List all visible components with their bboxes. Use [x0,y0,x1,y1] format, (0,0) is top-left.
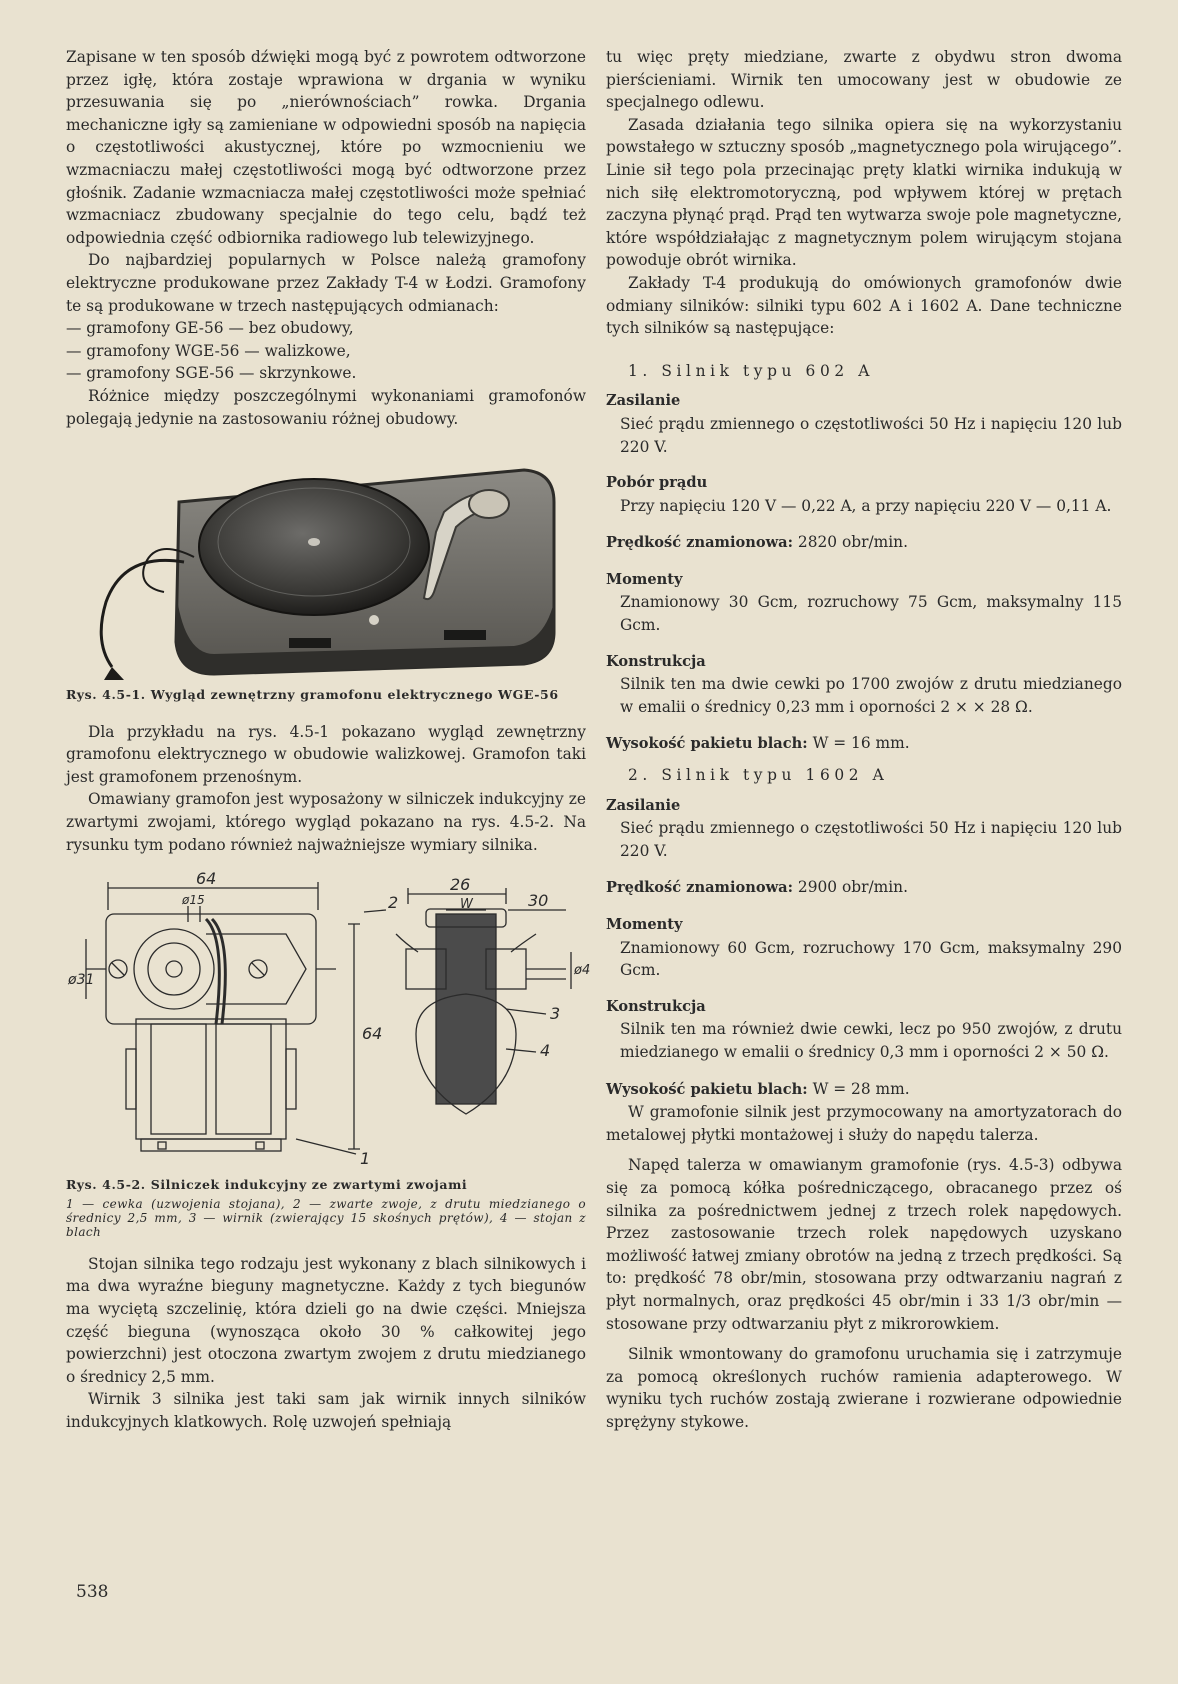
paragraph: Do najbardziej popularnych w Polsce należą gramofony elektryczne produkowane przez Zakłady T-4 w Łodzi. Gramofony te są produkowane w trzech następujących odmianach: [66,251,586,315]
part-number-label: 4 [540,1041,551,1061]
paragraph: Stojan silnika tego rodzaju jest wykonany z blach silnikowych i ma dwa wyraźne bieguny magnetyczne. Każdy z tych biegunów ma wyciętą szczelinię, która dzieli go na dwie części. Mniejsza część bieguna (wynosząca około 30 % całkowitej jego powierzchni) jest otoczona zwartym zwojem z drutu miedzianego o średnicy 2,5 mm. [66,1254,586,1386]
spec-value: W = 28 mm. [812,1079,910,1098]
dimension-label: 64 [362,1024,383,1044]
left-column [66,46,591,1434]
spec-text: Sieć prądu zmiennego o częstotliwości 50 Hz i napięciu 120 lub 220 V. [620,819,1122,860]
spec-heading: Zasilanie [606,392,681,410]
dimension-label: W [460,897,473,913]
list-item: — gramofony SGE-56 — skrzynkowe. [66,364,357,383]
figure-legend: 1 — cewka (uzwojenia stojana), 2 — zwarte zwoje, z drutu miedzianego o średnicy 2,5 mm, 3 — wirnik (zwierający 15 skośnych prętów), 4 — stojan z blach [66,1196,586,1239]
right-column [606,46,1122,1433]
spec-text: Znamionowy 60 Gcm, rozruchowy 170 Gcm, maksymalny 290 Gcm. [620,938,1122,980]
paragraph: Napęd talerza w omawianym gramofonie (rys. 4.5-3) odbywa się za pomocą kółka pośredniczącego, obracanego przez oś silnika za pośrednictwem jednej z trzech rolek napędowych. Przez zastosowanie trzech rolek napędowych uzyskano możliwość łatwej zmiany obrotów na jedną z trzech prędkości. Są to: prędkość 78 obr/min, stosowana przy odtwarzaniu nagrań z płyt normalnych, oraz prędkości 45 obr/min i 33 1/3 obr/min — stosowane przy odtwarzaniu płyt z mikrorowkiem. [606,1156,1122,1333]
part-number-label: 2 [388,893,399,913]
paragraph: tu więc pręty miedziane, zwarte z obydwu stron dwoma pierścieniami. Wirnik ten umocowany jest w obudowie ze specjalnego odlewu. [606,48,1122,112]
dimension-label: ø4 [574,963,591,979]
paragraph: Zakłady T-4 produkują do omówionych gramofonów dwie odmiany silników: silniki typu 602 A i 1602 A. Dane techniczne tych silników są następujące: [606,273,1122,338]
paragraph: Zapisane w ten sposób dźwięki mogą być z powrotem odtworzone przez igłę, która zostaje wprawiona w drgania w wyniku przesuwania się po „nierównościach” rowka. Drgania mechaniczne igły są zamieniane w odpowiedni sposób na napięcia o częstotliwości akustycznej, które po wzmocnieniu we wzmacniaczu małej częstotliwości mogą być odtworzone przez głośnik. Zadanie wzmacniacza małej częstotliwości może spełniać wzmacniacz zbudowany specjalnie do tego celu, bądź też odpowiednia część odbiornika radiowego lub telewizyjnego. [66,48,586,247]
list-item: — gramofony WGE-56 — walizkowe, [66,341,351,360]
spec-value: 2820 obr/min. [797,533,908,552]
paragraph: Silnik wmontowany do gramofonu uruchamia się i zatrzymuje za pomocą określonych ruchów ramienia adapterowego. W wyniku tych ruchów zostają zwierane i rozwierane odpowiednie sprężyny stykowe. [606,1345,1122,1431]
paragraph: Dla przykładu na rys. 4.5-1 pokazano wygląd zewnętrzny gramofonu elektrycznego w obudowie walizkowej. Gramofon taki jest gramofonem przenośnym. [66,722,586,786]
list-item: — gramofony GE-56 — bez obudowy, [66,319,354,338]
section-title: 1. Silnik typu 602 A [628,361,874,380]
motor-technical-drawing [66,869,591,1174]
figure-caption: Rys. 4.5-2. Silniczek indukcyjny ze zwartymi zwojami [66,1177,468,1193]
spec-text: Znamionowy 30 Gcm, rozruchowy 75 Gcm, maksymalny 115 Gcm. [620,593,1122,635]
spec-heading: Wysokość pakietu blach: [606,735,808,753]
spec-heading: Pobór prądu [606,474,708,492]
dimension-label: 30 [528,891,549,911]
figure-caption: Rys. 4.5-1. Wygląd zewnętrzny gramofonu elektrycznego WGE-56 [66,687,559,703]
spec-heading: Wysokość pakietu blach: [606,1080,808,1098]
dimension-label: 26 [450,875,471,895]
spec-heading: Prędkość znamionowa: [606,534,794,552]
spec-heading: Zasilanie [606,796,681,814]
spec-heading: Momenty [606,570,683,588]
record-player-photo [84,442,564,682]
spec-heading: Momenty [606,916,683,933]
paragraph: Omawiany gramofon jest wyposażony w silniczek indukcyjny ze zwartymi zwojami, którego wygląd pokazano na rys. 4.5-2. Na rysunku tym podano również najważniejsze wymiary silnika. [66,790,586,854]
spec-line [606,1078,1122,1102]
spec-text: Sieć prądu zmiennego o częstotliwości 50 Hz i napięciu 120 lub 220 V. [620,414,1122,456]
dimension-label: ø31 [68,972,95,989]
spec-heading: Konstrukcja [606,652,706,670]
spec-heading: Konstrukcja [606,997,706,1015]
paragraph: W gramofonie silnik jest przymocowany na amortyzatorach do metalowej płytki montażowej i służy do napędu talerza. [606,1103,1122,1144]
spec-line [606,531,1122,555]
paragraph: Zasada działania tego silnika opiera się na wykorzystaniu powstałego w sztuczny sposób „magnetycznego pola wirującego”. Linie sił tego pola przecinając pręty klatki wirnika indukują w nich siłę elektromotoryczną, pod wpływem której w prętach zaczyna płynąć prąd. Prąd ten wytwarza swoje pole magnetyczne, które współdziałając z magnetycznym polem wirującym stojana powoduje obrót wirnika. [606,115,1122,270]
part-number-label: 1 [360,1149,371,1169]
part-number-label: 3 [550,1004,561,1024]
spec-line [606,876,1122,900]
spec-value: 2900 obr/min. [797,878,908,897]
spec-heading: Prędkość znamionowa: [606,879,794,897]
dimension-label: ø15 [182,893,205,908]
spec-value: W = 16 mm. [812,734,910,753]
page-number: 538 [76,1582,109,1602]
paragraph: Różnice między poszczególnymi wykonaniami gramofonów polegają jedynie na zastosowaniu różnej obudowy. [66,386,586,428]
section-title: 2. Silnik typu 1602 A [628,766,889,785]
dimension-label: 64 [196,869,217,889]
spec-text: Przy napięciu 120 V — 0,22 A, a przy napięciu 220 V — 0,11 A. [620,496,1112,515]
spec-text: Silnik ten ma również dwie cewki, lecz po 950 zwojów, z drutu miedzianego w emalii o średnicy 0,3 mm i oporności 2 × 50 Ω. [620,1020,1122,1061]
spec-line [606,732,1122,756]
spec-text: Silnik ten ma dwie cewki po 1700 zwojów z drutu miedzianego w emalii o średnicy 0,23 mm i oporności 2 × × 28 Ω. [620,675,1122,716]
paragraph: Wirnik 3 silnika jest taki sam jak wirnik innych silników indukcyjnych klatkowych. Rolę uzwojeń spełniają [66,1390,586,1431]
